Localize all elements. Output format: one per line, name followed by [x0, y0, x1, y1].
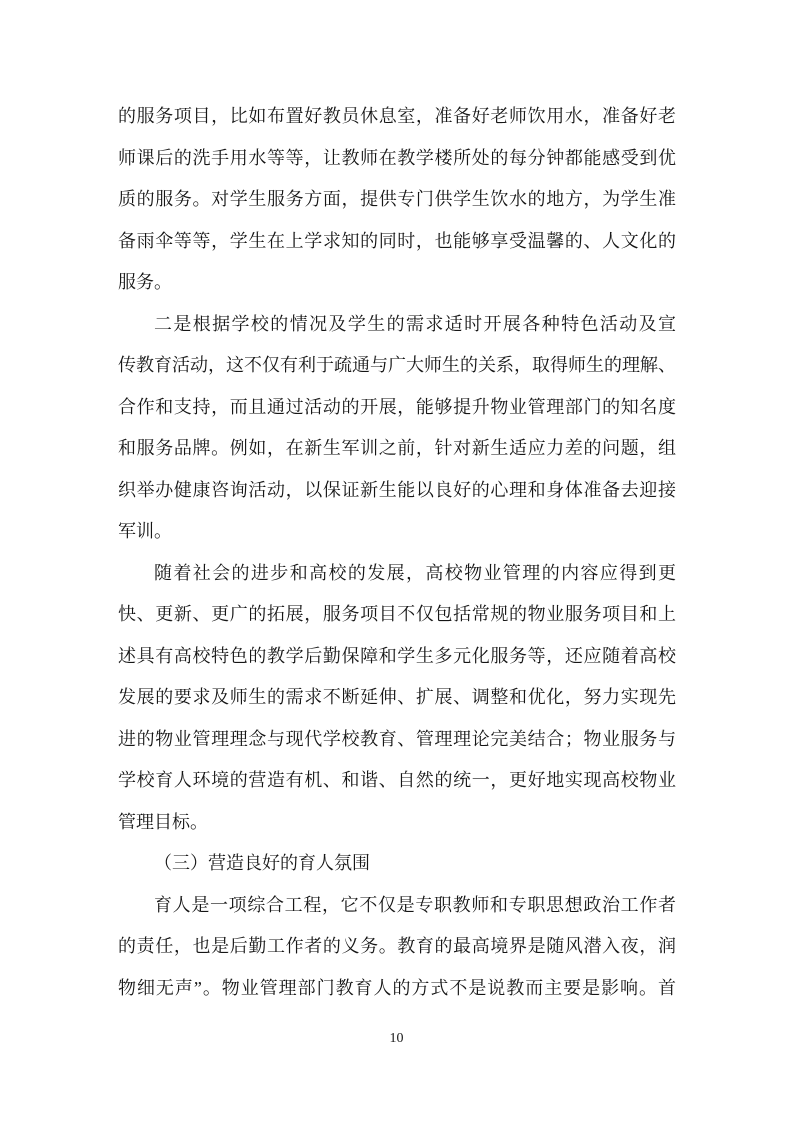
text-line: 的责任，也是后勤工作者的义务。教育的最高境界是随风潜入夜，润	[118, 936, 676, 956]
paragraph	[118, 553, 676, 844]
heading-line: （三）营造良好的育人氛围	[154, 853, 370, 873]
text-line: 织举办健康咨询活动，以保证新生能以良好的心理和身体准备去迎接	[118, 479, 676, 500]
text-line: 军训。	[118, 521, 172, 541]
text-line: 传教育活动，这不仅有利于疏通与广大师生的关系，取得师生的理解、	[118, 355, 676, 375]
text-line: 学校育人环境的营造有机、和谐、自然的统一，更好地实现高校物业	[118, 770, 676, 790]
section-heading	[118, 843, 676, 885]
paragraph	[118, 96, 676, 304]
text-line: 师课后的洗手用水等等，让教师在教学楼所处的每分钟都能感受到优	[118, 147, 676, 168]
text-line: 进的物业管理理念与现代学校教育、管理理论完美结合；物业服务与	[118, 728, 676, 749]
text-line: 随着社会的进步和高校的发展，高校物业管理的内容应得到更	[154, 562, 676, 583]
text-line: 合作和支持，而且通过活动的开展，能够提升物业管理部门的知名度	[118, 396, 676, 417]
paragraph	[118, 885, 676, 1010]
text-line: 服务。	[118, 272, 172, 292]
text-line: 的服务项目，比如布置好教员休息室，准备好老师饮用水，准备好老	[118, 106, 676, 126]
text-line: 育人是一项综合工程，它不仅是专职教师和专职思想政治工作者	[154, 894, 676, 915]
text-line: 二是根据学校的情况及学生的需求适时开展各种特色活动及宣	[154, 313, 676, 334]
text-line: 物细无声”。物业管理部门教育人的方式不是说教而主要是影响。首	[118, 977, 676, 998]
text-line: 备雨伞等等，学生在上学求知的同时，也能够享受温馨的、人文化的	[118, 230, 676, 251]
text-line: 快、更新、更广的拓展，服务项目不仅包括常规的物业服务项目和上	[118, 604, 676, 624]
text-line: 述具有高校特色的教学后勤保障和学生多元化服务等，还应随着高校	[118, 645, 676, 666]
page-footer	[0, 1031, 793, 1047]
text-line: 管理目标。	[118, 811, 208, 832]
text-line: 和服务品牌。例如，在新生军训之前，针对新生适应力差的问题，组	[118, 438, 676, 458]
text-line: 质的服务。对学生服务方面，提供专门供学生饮水的地方，为学生准	[118, 189, 676, 209]
text-line: 发展的要求及师生的需求不断延伸、扩展、调整和优化，努力实现先	[118, 687, 676, 707]
paragraph	[118, 304, 676, 553]
text-block	[118, 96, 676, 1009]
page-number: 10	[389, 1031, 404, 1046]
